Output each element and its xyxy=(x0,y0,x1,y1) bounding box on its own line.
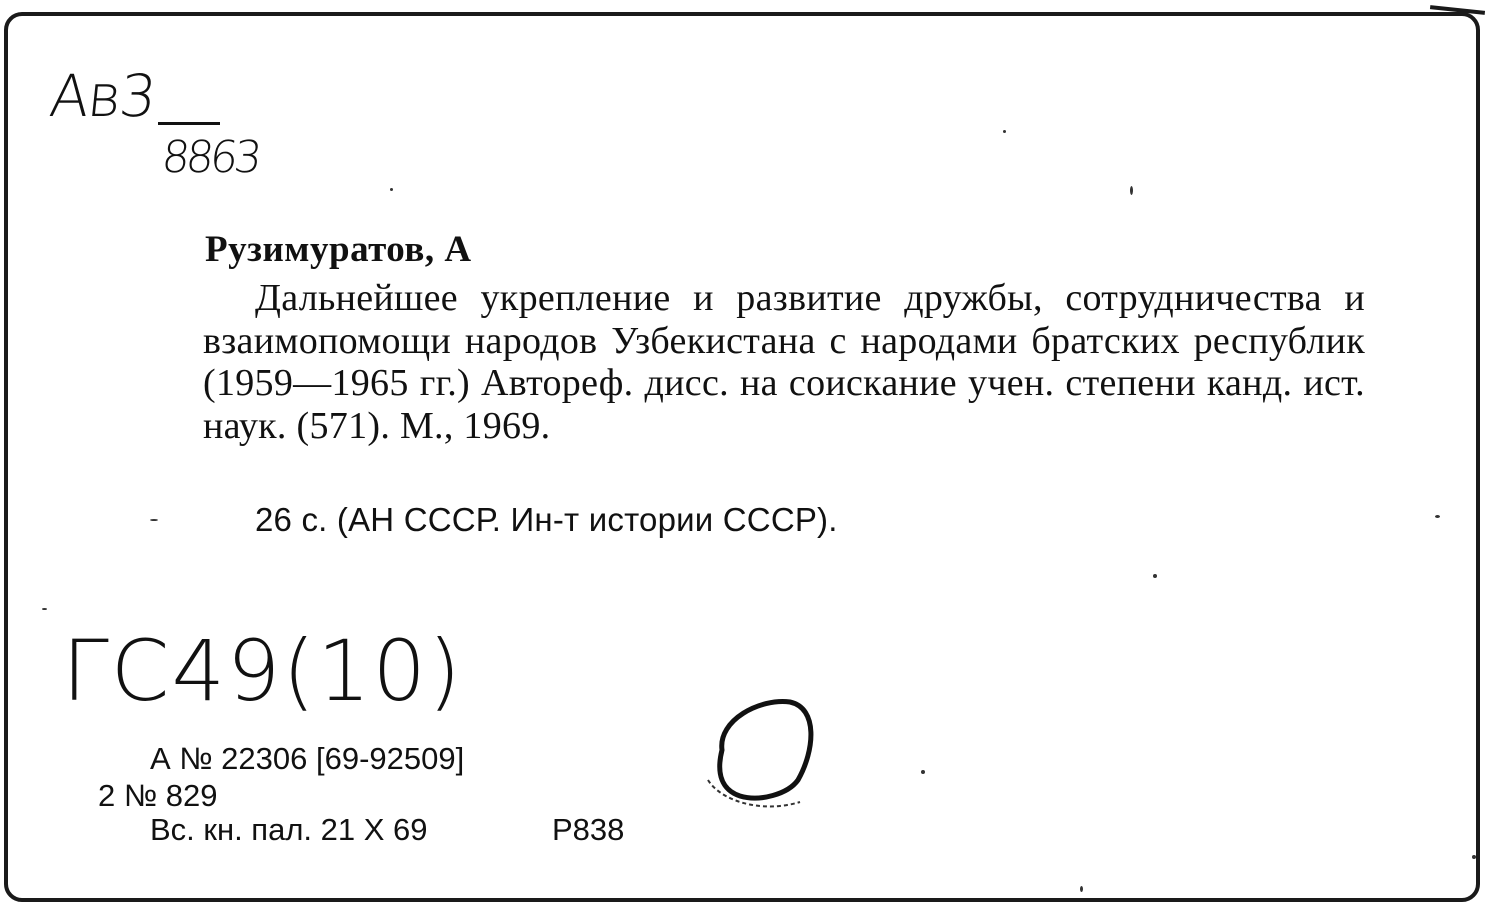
speck xyxy=(42,608,47,610)
author-heading: Рузимуратов, А xyxy=(205,229,472,270)
speck xyxy=(1435,515,1440,518)
classification-code: Р838 xyxy=(552,812,625,847)
accession-number: А № 22306 [69-92509] xyxy=(150,741,465,776)
book-chronicle-line: Вс. кн. пал. 21 X 69 xyxy=(150,812,428,847)
speck xyxy=(1472,855,1476,859)
shelfmark-handwritten: Ав3 xyxy=(46,62,159,130)
call-number-handwritten: ГС49(10) xyxy=(62,622,463,720)
speck xyxy=(1003,130,1006,133)
copy-number: 2 № 829 xyxy=(98,778,218,813)
shelfmark-number-handwritten: 8863 xyxy=(159,132,261,183)
shelfmark-divider xyxy=(158,122,220,125)
speck xyxy=(390,188,393,191)
speck xyxy=(1130,186,1133,195)
speck xyxy=(1153,574,1157,578)
speck xyxy=(921,770,925,774)
speck xyxy=(1080,886,1083,892)
collation-note: 26 с. (АН СССР. Ин-т истории СССР). xyxy=(255,501,838,538)
title-description: Дальнейшее укрепление и развитие дружбы, сотрудничества и взаимопомощи народов Узбекистана с народами братских республик (1959—1965 гг.) Автореф. дисс. на соискание учен. степени канд. ист. наук. (571). М., 1969. xyxy=(203,277,1365,447)
oval-stamp-mark xyxy=(700,690,820,820)
speck xyxy=(150,519,158,521)
